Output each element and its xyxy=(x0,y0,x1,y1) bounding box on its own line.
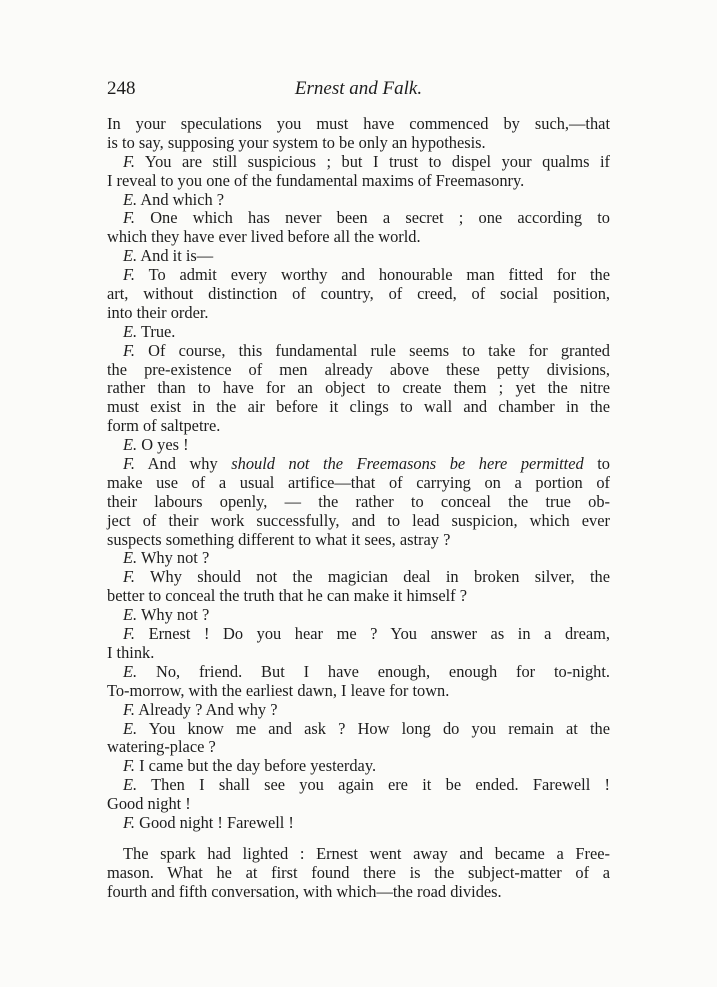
page-body xyxy=(107,115,610,902)
line-text: make use of a usual artifice—that of carrying on a portion of xyxy=(107,472,610,492)
text-line xyxy=(107,304,610,323)
speaker-label: F. xyxy=(123,699,135,719)
text-line xyxy=(107,814,610,833)
speaker-label: E. xyxy=(123,321,138,341)
speaker-label: F. xyxy=(123,454,135,474)
line-text: their labours openly, — the rather to conceal the true ob- xyxy=(107,491,610,511)
speaker-label: F. xyxy=(123,151,135,171)
text-line xyxy=(107,361,610,380)
line-text: And why should not the Freemasons be here permitted to xyxy=(147,454,610,474)
speaker-label: F. xyxy=(123,756,135,776)
line-text: In your speculations you must have commenced by such,—that xyxy=(107,114,610,133)
text-line xyxy=(107,795,610,814)
line-text: form of saltpetre. xyxy=(107,416,221,436)
italic-emphasis: should not the Freemasons be here permitted xyxy=(231,454,584,474)
text-line xyxy=(107,379,610,398)
line-text: Why not ? xyxy=(140,548,210,568)
line-text: One which has never been a secret ; one according to xyxy=(150,208,610,228)
line-text: fourth and fifth conversation, with which—the road divides. xyxy=(107,881,502,901)
line-text: Ernest ! Do you hear me ? You answer as in a dream, xyxy=(148,624,610,644)
line-text: I came but the day before yesterday. xyxy=(139,756,377,776)
line-text: art, without distinction of country, of creed, of social position, xyxy=(107,284,610,304)
text-line xyxy=(107,644,610,663)
line-text: No, friend. But I have enough, enough for to-night. xyxy=(155,661,610,681)
line-text: Already ? And why ? xyxy=(138,699,278,719)
text-line xyxy=(107,493,610,512)
speaker-label: E. xyxy=(123,246,138,266)
speaker-label: E. xyxy=(123,189,138,209)
speaker-label: E. xyxy=(123,548,138,568)
speaker-label: E. xyxy=(123,775,138,795)
line-text: Good night ! xyxy=(107,794,191,814)
page-header xyxy=(107,78,610,102)
text-line xyxy=(107,663,610,682)
line-text: mason. What he at first found there is the subject-matter of a xyxy=(107,862,610,882)
closing-line xyxy=(107,864,610,883)
text-line xyxy=(107,701,610,720)
line-text: Why should not the magician deal in broken silver, the xyxy=(150,567,610,587)
text-line xyxy=(107,436,610,455)
text-line xyxy=(107,531,610,550)
line-text: which they have ever lived before all the world. xyxy=(107,227,421,247)
text-line xyxy=(107,398,610,417)
text-line xyxy=(107,323,610,342)
speaker-label: E. xyxy=(123,605,138,625)
text-line xyxy=(107,720,610,739)
speaker-label: E. xyxy=(123,718,138,738)
line-text: I think. xyxy=(107,642,155,662)
text-line xyxy=(107,191,610,210)
line-text: Good night ! Farewell ! xyxy=(139,812,294,832)
speaker-label: F. xyxy=(123,624,135,644)
line-text: into their order. xyxy=(107,302,209,322)
text-line xyxy=(107,606,610,625)
line-text: To admit every worthy and honourable man fitted for the xyxy=(148,265,610,285)
text-line xyxy=(107,776,610,795)
page-number: 248 xyxy=(107,78,136,99)
line-text: I reveal to you one of the fundamental maxims of Freemasonry. xyxy=(107,170,525,190)
line-text: Then I shall see you again ere it be ended. Farewell ! xyxy=(151,775,610,795)
speaker-label: F. xyxy=(123,208,135,228)
text-line xyxy=(107,512,610,531)
speaker-label: F. xyxy=(123,265,135,285)
line-text: must exist in the air before it clings to wall and chamber in the xyxy=(107,397,610,417)
text-line xyxy=(107,134,610,153)
line-text: You are still suspicious ; but I trust to dispel your qualms if xyxy=(144,151,611,171)
text-line xyxy=(107,228,610,247)
line-text: O yes ! xyxy=(141,435,189,455)
text-line xyxy=(107,342,610,361)
line-text: Of course, this fundamental rule seems to take for granted xyxy=(148,340,610,360)
line-text: To-morrow, with the earliest dawn, I leave for town. xyxy=(107,680,450,700)
line-text: ject of their work successfully, and to lead suspicion, which ever xyxy=(107,510,610,530)
text-line xyxy=(107,568,610,587)
line-text: Why not ? xyxy=(140,605,210,625)
line-text: the pre-existence of men already above these petty divisions, xyxy=(107,359,610,379)
text-line xyxy=(107,247,610,266)
line-text: True. xyxy=(140,321,176,341)
speaker-label: E. xyxy=(123,435,138,455)
text-line xyxy=(107,738,610,757)
text-line xyxy=(107,417,610,436)
text-line xyxy=(107,285,610,304)
text-line xyxy=(107,115,610,134)
speaker-label: F. xyxy=(123,340,135,360)
speaker-label: E. xyxy=(123,661,138,681)
text-line xyxy=(107,549,610,568)
text-line xyxy=(107,209,610,228)
running-head: Ernest and Falk. xyxy=(294,78,423,99)
line-text: is to say, supposing your system to be only an hypothesis. xyxy=(107,132,486,152)
text-line xyxy=(107,172,610,191)
text-line xyxy=(107,587,610,606)
text-line xyxy=(107,757,610,776)
line-text: You know me and ask ? How long do you remain at the xyxy=(148,718,610,738)
text-line xyxy=(107,455,610,474)
text-line xyxy=(107,625,610,644)
text-line xyxy=(107,153,610,172)
text-line xyxy=(107,266,610,285)
line-text: better to conceal the truth that he can make it himself ? xyxy=(107,586,467,606)
line-text: And it is— xyxy=(140,246,214,266)
line-text: suspects something different to what it sees, astray ? xyxy=(107,529,451,549)
closing-line xyxy=(107,883,610,902)
line-text: And which ? xyxy=(140,189,225,209)
line-text: The spark had lighted : Ernest went away and became a Free- xyxy=(123,843,610,863)
text-line xyxy=(107,474,610,493)
speaker-label: F. xyxy=(123,812,135,832)
line-text: rather than to have for an object to create them ; yet the nitre xyxy=(107,378,610,398)
closing-line xyxy=(107,845,610,864)
line-text: watering-place ? xyxy=(107,737,216,757)
text-line xyxy=(107,682,610,701)
speaker-label: F. xyxy=(123,567,135,587)
